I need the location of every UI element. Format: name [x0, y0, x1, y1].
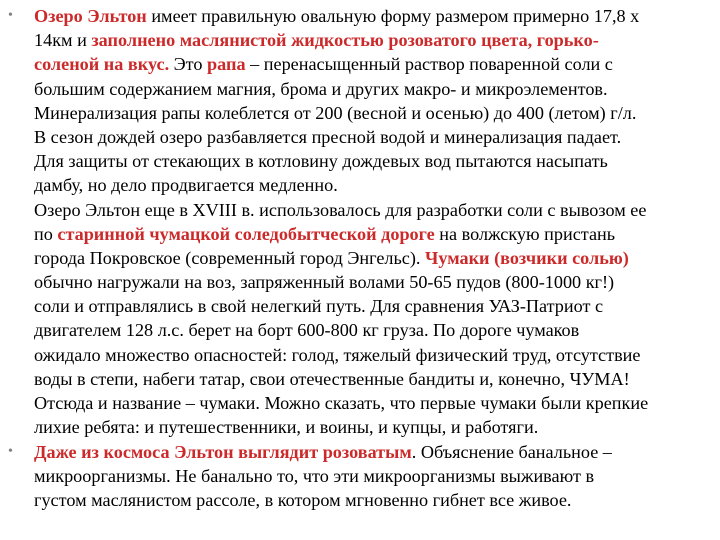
text-line: Минерализация рапы колеблется от 200 (весной и осенью) до 400 (летом) г/л.	[34, 102, 637, 123]
highlight-pink-from-space: Даже из космоса Эльтон выглядит розоватым	[34, 442, 412, 462]
text-line	[34, 28, 720, 52]
text-line: микроорганизмы. Не банально то, что эти микроорганизмы выживают в	[34, 466, 595, 487]
text-line: воды в степи, набеги татар, свои отечественные бандиты и, конечно, ЧУМА!	[34, 368, 630, 389]
text-run: по	[34, 223, 58, 244]
text-run: Это	[169, 54, 208, 75]
text-line: ожидало множество опасностей: голод, тяжелый физический труд, отсутствие	[34, 344, 641, 365]
text-line: дамбу, но дело продвигается медленно.	[34, 175, 338, 196]
bullet-dot-icon: •	[8, 8, 13, 23]
text-line: лихие ребята: и путешественники, и воины, и купцы, и работяги.	[34, 417, 539, 438]
bullet-dot-icon: •	[8, 444, 13, 459]
text-run: – перенасыщенный раствор поваренной соли с	[245, 54, 613, 75]
text-run: . Объяснение банальное –	[411, 442, 612, 462]
text-line	[34, 52, 720, 76]
highlight-salty-taste: соленой на вкус.	[34, 54, 170, 75]
bullet-text-elton-lake	[34, 4, 720, 439]
text-line	[34, 4, 720, 28]
text-line: Озеро Эльтон еще в XVIII в. использовалось для разработки соли с вывозом ее	[34, 199, 647, 220]
text-line: соли и отправлялись в свой нелегкий путь. Для сравнения УАЗ-Патриот с	[34, 296, 604, 317]
text-line: Отсюда и название – чумаки. Можно сказать, что первые чумаки были крепкие	[34, 393, 649, 413]
highlight-salt-road: старинной чумацкой соледобытческой дороге	[57, 223, 435, 244]
text-line	[34, 222, 720, 246]
text-line: обычно нагружали на воз, запряженный волами 50-65 пудов (800-1000 кг!)	[34, 272, 615, 293]
highlight-rapa: рапа	[207, 54, 246, 75]
text-line: В сезон дождей озеро разбавляется пресной водой и минерализация падает.	[34, 126, 622, 147]
text-line: Для защиты от стекающих в котловину дождевых вод пытаются насыпать	[34, 151, 608, 172]
text-line: густом маслянистом рассоле, в котором мгновенно гибнет все живое.	[34, 490, 572, 511]
highlight-chumaki: Чумаки (возчики солью)	[425, 247, 629, 268]
text-line	[34, 440, 720, 464]
text-run: имеет правильную овальную форму размером примерно 17,8 х	[146, 6, 640, 26]
highlight-filled-liquid: заполнено маслянистой жидкостью розоватого цвета, горько-	[91, 30, 599, 51]
bullet-text-pink-from-space	[34, 440, 720, 513]
text-line: большим содержанием магния, брома и других макро- и микроэлементов.	[34, 78, 608, 99]
highlight-elton-lake: Озеро Эльтон	[34, 6, 147, 26]
text-run: на волжскую пристань	[434, 223, 616, 244]
text-line: двигателем 128 л.с. берет на борт 600-800 кг груза. По дороге чумаков	[34, 320, 580, 341]
text-run: города Покровское (современный город Энгельс).	[34, 247, 426, 268]
text-run: 14км и	[34, 30, 92, 51]
text-line	[34, 246, 720, 270]
